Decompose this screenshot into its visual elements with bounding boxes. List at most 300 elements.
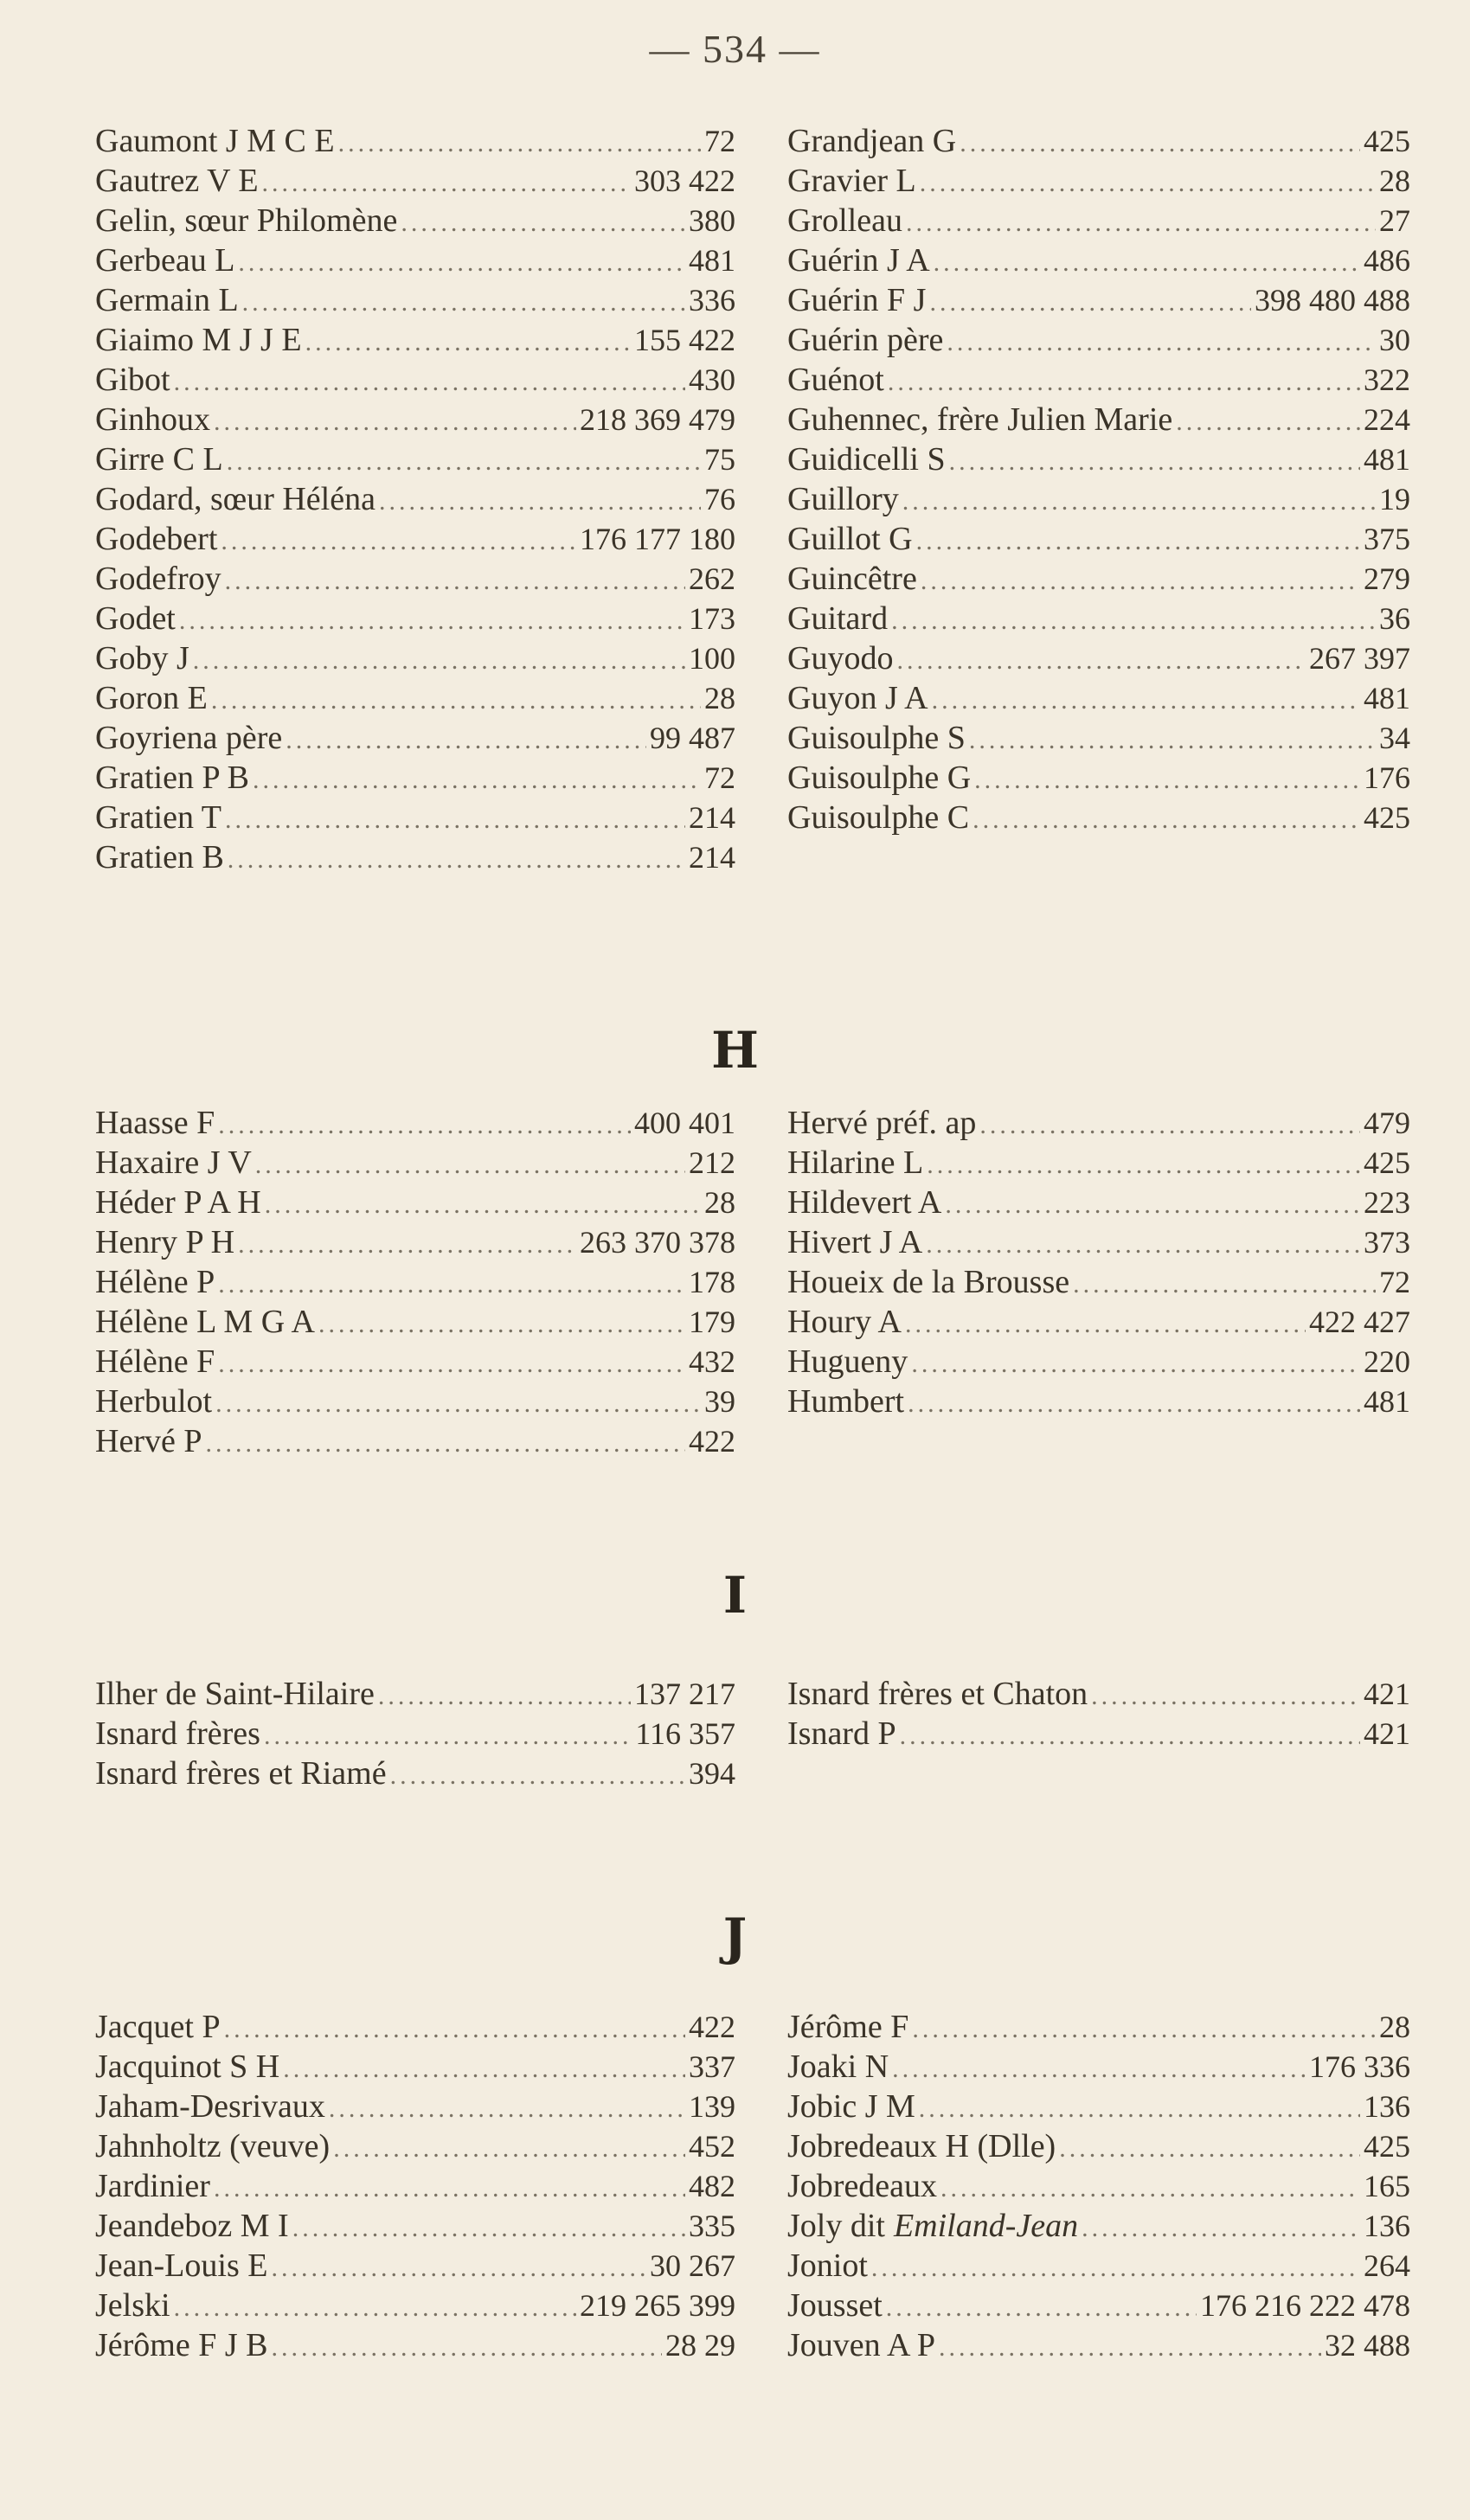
entry-name: Guisoulphe G bbox=[787, 760, 972, 796]
entry-name: Jahnholtz (veuve) bbox=[95, 2128, 331, 2164]
index-entry bbox=[787, 2206, 1410, 2246]
index-entry bbox=[95, 121, 735, 161]
entry-pages: 212 bbox=[689, 1145, 735, 1180]
index-entry bbox=[787, 161, 1410, 201]
index-entry bbox=[787, 360, 1410, 400]
dot-leader bbox=[238, 1225, 576, 1262]
dot-leader bbox=[379, 482, 701, 519]
index-entry bbox=[787, 2166, 1410, 2206]
dot-leader bbox=[224, 2010, 685, 2047]
entry-name: Guisoulphe S bbox=[787, 720, 966, 756]
entry-name: Godard, sœur Héléna bbox=[95, 481, 376, 517]
dot-leader bbox=[912, 2010, 1376, 2047]
index-entry bbox=[787, 479, 1410, 519]
dot-leader bbox=[871, 2248, 1360, 2286]
entry-pages: 72 bbox=[704, 760, 735, 795]
index-entry bbox=[95, 2007, 735, 2047]
dot-leader bbox=[218, 1265, 685, 1302]
entry-pages: 30 bbox=[1379, 323, 1410, 357]
index-entry bbox=[95, 1143, 735, 1183]
section-g bbox=[95, 121, 1410, 877]
index-entry bbox=[787, 1382, 1410, 1421]
dot-leader bbox=[888, 362, 1360, 400]
dot-leader bbox=[242, 283, 685, 320]
column-right bbox=[787, 1103, 1410, 1461]
entry-name: Gelin, sœur Philomène bbox=[95, 202, 398, 239]
entry-name: Gravier L bbox=[787, 163, 916, 199]
entry-name: Grandjean G bbox=[787, 123, 957, 159]
entry-pages: 322 bbox=[1364, 362, 1410, 397]
entry-name: Jousset bbox=[787, 2287, 883, 2324]
dot-leader bbox=[283, 2049, 685, 2087]
entry-pages: 39 bbox=[704, 1384, 735, 1419]
index-entry bbox=[787, 798, 1410, 837]
entry-pages: 32 488 bbox=[1325, 2328, 1410, 2363]
entry-name: Jouven A P bbox=[787, 2327, 936, 2363]
entry-pages: 19 bbox=[1379, 482, 1410, 516]
entry-name: Guénot bbox=[787, 362, 884, 398]
entry-pages: 165 bbox=[1364, 2169, 1410, 2203]
entry-name: Isnard P bbox=[787, 1715, 896, 1752]
dot-leader bbox=[218, 1344, 685, 1382]
dot-leader bbox=[891, 601, 1376, 638]
index-entry bbox=[787, 718, 1410, 758]
dot-leader bbox=[1091, 1677, 1360, 1714]
dot-leader bbox=[255, 1145, 685, 1183]
entry-pages: 178 bbox=[689, 1265, 735, 1299]
dot-leader bbox=[262, 164, 631, 201]
entry-name: Humbert bbox=[787, 1383, 905, 1420]
entry-pages: 335 bbox=[689, 2209, 735, 2243]
index-entry bbox=[787, 599, 1410, 638]
dot-leader bbox=[926, 1225, 1360, 1262]
entry-pages: 425 bbox=[1364, 1145, 1410, 1180]
entry-name: Haxaire J V bbox=[95, 1145, 252, 1181]
entry-name: Guhennec, frère Julien Marie bbox=[787, 401, 1173, 438]
dot-leader bbox=[947, 323, 1376, 360]
entry-pages: 394 bbox=[689, 1756, 735, 1791]
index-entry bbox=[787, 1143, 1410, 1183]
entry-pages: 176 216 222 478 bbox=[1200, 2288, 1410, 2323]
entry-pages: 425 bbox=[1364, 800, 1410, 835]
index-entry bbox=[95, 161, 735, 201]
index-entry bbox=[95, 2286, 735, 2325]
entry-pages: 136 bbox=[1364, 2089, 1410, 2124]
dot-leader bbox=[215, 1384, 701, 1421]
dot-leader bbox=[227, 442, 701, 479]
dot-leader bbox=[902, 482, 1376, 519]
dot-leader bbox=[1176, 402, 1360, 439]
entry-pages: 263 370 378 bbox=[580, 1225, 735, 1260]
entry-pages: 398 480 488 bbox=[1255, 283, 1410, 317]
index-entry bbox=[787, 1183, 1410, 1222]
dot-leader bbox=[264, 1716, 632, 1754]
entry-name: Godefroy bbox=[95, 561, 221, 597]
entry-name: Hélène L M G A bbox=[95, 1304, 315, 1340]
index-entry bbox=[95, 360, 735, 400]
dot-leader bbox=[271, 2248, 646, 2286]
index-entry bbox=[95, 519, 735, 559]
dot-leader bbox=[1059, 2129, 1360, 2166]
index-entry bbox=[787, 2286, 1410, 2325]
entry-name: Isnard frères et Chaton bbox=[787, 1676, 1088, 1712]
entry-pages: 481 bbox=[689, 243, 735, 278]
entry-name: Guidicelli S bbox=[787, 441, 946, 478]
index-entry bbox=[95, 1382, 735, 1421]
entry-name: Guyon J A bbox=[787, 680, 928, 716]
entry-pages: 28 bbox=[704, 1185, 735, 1220]
entry-name: Guérin père bbox=[787, 322, 944, 358]
dot-leader bbox=[211, 681, 701, 718]
dot-leader bbox=[969, 721, 1376, 758]
entry-name: Hilarine L bbox=[787, 1145, 924, 1181]
entry-name: Goyriena père bbox=[95, 720, 283, 756]
index-entry bbox=[787, 1222, 1410, 1262]
dot-leader bbox=[906, 203, 1376, 240]
entry-name: Girre C L bbox=[95, 441, 223, 478]
entry-pages: 72 bbox=[1379, 1265, 1410, 1299]
index-entry bbox=[787, 678, 1410, 718]
index-entry bbox=[787, 1262, 1410, 1302]
entry-pages: 173 bbox=[689, 601, 735, 636]
entry-pages: 267 397 bbox=[1309, 641, 1410, 676]
index-entry bbox=[95, 1262, 735, 1302]
entry-name: Herbulot bbox=[95, 1383, 213, 1420]
index-entry bbox=[95, 2325, 735, 2365]
entry-pages: 432 bbox=[689, 1344, 735, 1379]
section-h bbox=[95, 1103, 1410, 1461]
dot-leader bbox=[916, 522, 1360, 559]
dot-leader bbox=[272, 2328, 663, 2365]
index-entry bbox=[787, 1714, 1410, 1754]
index-entry bbox=[95, 599, 735, 638]
entry-pages: 482 bbox=[689, 2169, 735, 2203]
dot-leader bbox=[892, 2049, 1306, 2087]
index-entry bbox=[95, 798, 735, 837]
index-entry bbox=[95, 1714, 735, 1754]
entry-pages: 30 267 bbox=[650, 2248, 735, 2283]
entry-pages: 179 bbox=[689, 1305, 735, 1339]
index-entry bbox=[95, 638, 735, 678]
entry-pages: 375 bbox=[1364, 522, 1410, 556]
entry-name: Jeandeboz M I bbox=[95, 2208, 289, 2244]
entry-pages: 76 bbox=[704, 482, 735, 516]
dot-leader bbox=[979, 1106, 1360, 1143]
index-entry bbox=[95, 678, 735, 718]
entry-name: Gaumont J M C E bbox=[95, 123, 335, 159]
dot-leader bbox=[1073, 1265, 1376, 1302]
entry-pages: 36 bbox=[1379, 601, 1410, 636]
index-entry bbox=[787, 1302, 1410, 1342]
column-left bbox=[95, 1674, 735, 1793]
dot-leader bbox=[305, 323, 631, 360]
entry-name: Goron E bbox=[95, 680, 208, 716]
entry-pages: 28 bbox=[1379, 164, 1410, 198]
dot-leader bbox=[318, 1305, 685, 1342]
index-entry bbox=[787, 2126, 1410, 2166]
dot-leader bbox=[253, 760, 701, 798]
dot-leader bbox=[1082, 2209, 1360, 2246]
dot-leader bbox=[333, 2129, 685, 2166]
entry-pages: 100 bbox=[689, 641, 735, 676]
entry-pages: 422 bbox=[689, 2010, 735, 2044]
index-entry bbox=[95, 2246, 735, 2286]
entry-pages: 139 bbox=[689, 2089, 735, 2124]
index-entry bbox=[95, 400, 735, 439]
entry-name: Haasse F bbox=[95, 1105, 215, 1141]
entry-pages: 220 bbox=[1364, 1344, 1410, 1379]
dot-leader bbox=[265, 1185, 701, 1222]
dot-leader bbox=[329, 2089, 685, 2126]
entry-name: Godet bbox=[95, 600, 176, 637]
entry-name: Gratien B bbox=[95, 839, 224, 875]
dot-leader bbox=[886, 2288, 1197, 2325]
index-entry bbox=[787, 280, 1410, 320]
dot-leader bbox=[221, 522, 576, 559]
dot-leader bbox=[225, 561, 685, 599]
index-entry bbox=[787, 320, 1410, 360]
index-entry bbox=[95, 320, 735, 360]
entry-pages: 479 bbox=[1364, 1106, 1410, 1140]
entry-name: Guincêtre bbox=[787, 561, 917, 597]
index-entry bbox=[95, 837, 735, 877]
dot-leader bbox=[218, 1106, 631, 1143]
entry-name: Guillot G bbox=[787, 521, 913, 557]
entry-name: Isnard frères bbox=[95, 1715, 260, 1752]
entry-name: Grolleau bbox=[787, 202, 902, 239]
index-entry bbox=[95, 1183, 735, 1222]
index-entry bbox=[95, 718, 735, 758]
entry-name: Hélène P bbox=[95, 1264, 215, 1300]
index-entry bbox=[787, 439, 1410, 479]
index-entry bbox=[95, 1103, 735, 1143]
dot-leader bbox=[949, 442, 1360, 479]
entry-pages: 155 422 bbox=[634, 323, 735, 357]
entry-pages: 373 bbox=[1364, 1225, 1410, 1260]
index-entry bbox=[787, 758, 1410, 798]
entry-name: Ginhoux bbox=[95, 401, 210, 438]
column-left bbox=[95, 2007, 735, 2365]
dot-leader bbox=[378, 1677, 631, 1714]
entry-name: Jérôme F bbox=[787, 2009, 909, 2045]
index-entry bbox=[95, 240, 735, 280]
entry-pages: 99 487 bbox=[650, 721, 735, 755]
entry-pages: 421 bbox=[1364, 1677, 1410, 1711]
section-j bbox=[95, 2007, 1410, 2365]
dot-leader bbox=[896, 641, 1306, 678]
dot-leader bbox=[174, 362, 685, 400]
dot-leader bbox=[179, 601, 685, 638]
entry-name: Ilher de Saint-Hilaire bbox=[95, 1676, 375, 1712]
entry-pages: 75 bbox=[704, 442, 735, 477]
dot-leader bbox=[401, 203, 685, 240]
dot-leader bbox=[974, 760, 1360, 798]
entry-name: Joly dit bbox=[787, 2208, 885, 2244]
entry-name: Hervé P bbox=[95, 1423, 202, 1459]
index-entry bbox=[95, 1222, 735, 1262]
entry-name: Hervé préf. ap bbox=[787, 1105, 977, 1141]
dot-leader bbox=[921, 561, 1360, 599]
index-entry bbox=[787, 2246, 1410, 2286]
entry-pages: 422 427 bbox=[1309, 1305, 1410, 1339]
column-right bbox=[787, 121, 1410, 877]
entry-pages: 481 bbox=[1364, 1384, 1410, 1419]
index-entry bbox=[95, 479, 735, 519]
entry-pages: 430 bbox=[689, 362, 735, 397]
entry-pages: 137 217 bbox=[634, 1677, 735, 1711]
dot-leader bbox=[911, 1344, 1360, 1382]
dot-leader bbox=[228, 840, 685, 877]
index-entry bbox=[787, 2047, 1410, 2087]
entry-pages: 400 401 bbox=[634, 1106, 735, 1140]
column-right bbox=[787, 1674, 1410, 1793]
dot-leader bbox=[939, 2328, 1321, 2365]
entry-name: Jelski bbox=[95, 2287, 170, 2324]
entry-name: Gratien T bbox=[95, 799, 221, 836]
dot-leader bbox=[908, 1384, 1360, 1421]
entry-name: Guillory bbox=[787, 481, 899, 517]
entry-name: Guitard bbox=[787, 600, 889, 637]
dot-leader bbox=[945, 1185, 1360, 1222]
index-entry bbox=[95, 1342, 735, 1382]
index-entry bbox=[95, 2126, 735, 2166]
dot-leader bbox=[214, 2169, 685, 2206]
entry-pages: 176 bbox=[1364, 760, 1410, 795]
entry-name: Germain L bbox=[95, 282, 239, 318]
entry-pages: 176 177 180 bbox=[580, 522, 735, 556]
entry-pages: 219 265 399 bbox=[580, 2288, 735, 2323]
column-left bbox=[95, 121, 735, 877]
index-entry bbox=[787, 519, 1410, 559]
entry-pages: 336 bbox=[689, 283, 735, 317]
entry-pages: 279 bbox=[1364, 561, 1410, 596]
entry-name: Hélène F bbox=[95, 1343, 215, 1380]
entry-name: Gautrez V E bbox=[95, 163, 259, 199]
entry-pages: 486 bbox=[1364, 243, 1410, 278]
entry-name: Jobredeaux bbox=[787, 2168, 938, 2204]
entry-name: Joaki N bbox=[787, 2049, 889, 2085]
index-entry bbox=[787, 2007, 1410, 2047]
dot-leader bbox=[905, 1305, 1306, 1342]
entry-pages: 452 bbox=[689, 2129, 735, 2164]
section-letter-j: J bbox=[722, 1908, 748, 1966]
entry-name: Giaimo M J J E bbox=[95, 322, 302, 358]
entry-pages: 262 bbox=[689, 561, 735, 596]
entry-pages: 380 bbox=[689, 203, 735, 238]
index-entry bbox=[787, 400, 1410, 439]
index-entry bbox=[787, 2325, 1410, 2365]
dot-leader bbox=[225, 800, 685, 837]
entry-name: Jardinier bbox=[95, 2168, 210, 2204]
index-entry bbox=[787, 559, 1410, 599]
index-entry bbox=[95, 2206, 735, 2246]
index-entry bbox=[95, 559, 735, 599]
entry-pages: 224 bbox=[1364, 402, 1410, 437]
dot-leader bbox=[960, 124, 1360, 161]
index-entry bbox=[787, 2087, 1410, 2126]
entry-name: Jérôme F J B bbox=[95, 2327, 268, 2363]
entry-pages: 337 bbox=[689, 2049, 735, 2084]
entry-pages: 421 bbox=[1364, 1716, 1410, 1751]
section-i bbox=[95, 1674, 1410, 1793]
entry-name: Gerbeau L bbox=[95, 242, 235, 279]
dot-leader bbox=[927, 1145, 1360, 1183]
column-left bbox=[95, 1103, 735, 1461]
index-entry bbox=[787, 1103, 1410, 1143]
dot-leader bbox=[205, 1424, 685, 1461]
entry-pages: 136 bbox=[1364, 2209, 1410, 2243]
dot-leader bbox=[934, 243, 1360, 280]
entry-name: Jaham-Desrivaux bbox=[95, 2088, 325, 2125]
entry-name: Jobic J M bbox=[787, 2088, 915, 2125]
entry-name: Jobredeaux H (Dlle) bbox=[787, 2128, 1056, 2164]
index-entry bbox=[95, 280, 735, 320]
index-entry bbox=[787, 201, 1410, 240]
entry-pages: 425 bbox=[1364, 2129, 1410, 2164]
page-number: — 534 — bbox=[649, 27, 821, 71]
entry-name: Gratien P B bbox=[95, 760, 250, 796]
index-entry bbox=[787, 1674, 1410, 1714]
entry-name: Hildevert A bbox=[787, 1184, 942, 1221]
entry-name: Houry A bbox=[787, 1304, 902, 1340]
entry-pages: 27 bbox=[1379, 203, 1410, 238]
entry-name: Godebert bbox=[95, 521, 218, 557]
entry-name: Henry P H bbox=[95, 1224, 235, 1260]
entry-pages: 481 bbox=[1364, 681, 1410, 715]
index-entry bbox=[95, 201, 735, 240]
dot-leader bbox=[929, 283, 1251, 320]
entry-pages: 223 bbox=[1364, 1185, 1410, 1220]
entry-pages: 34 bbox=[1379, 721, 1410, 755]
index-entry bbox=[95, 2166, 735, 2206]
entry-name: Guyodo bbox=[787, 640, 894, 676]
entry-name: Jean-Louis E bbox=[95, 2247, 268, 2284]
dot-leader bbox=[390, 1756, 685, 1793]
entry-pages: 425 bbox=[1364, 124, 1410, 158]
entry-name-italic: Emiland-Jean bbox=[893, 2208, 1079, 2244]
entry-pages: 422 bbox=[689, 1424, 735, 1459]
index-entry bbox=[95, 439, 735, 479]
entry-pages: 214 bbox=[689, 800, 735, 835]
entry-name: Houeix de la Brousse bbox=[787, 1264, 1070, 1300]
dot-leader bbox=[292, 2209, 685, 2246]
index-entry bbox=[787, 121, 1410, 161]
dot-leader bbox=[286, 721, 646, 758]
index-entry bbox=[95, 758, 735, 798]
dot-leader bbox=[238, 243, 685, 280]
index-entry bbox=[787, 638, 1410, 678]
entry-name: Joniot bbox=[787, 2247, 868, 2284]
index-entry bbox=[787, 240, 1410, 280]
index-entry bbox=[95, 1421, 735, 1461]
entry-pages: 214 bbox=[689, 840, 735, 875]
section-letter-h: H bbox=[711, 1021, 759, 1080]
column-right bbox=[787, 2007, 1410, 2365]
entry-name: Héder P A H bbox=[95, 1184, 261, 1221]
entry-name: Isnard frères et Riamé bbox=[95, 1755, 387, 1792]
entry-name: Jacquinot S H bbox=[95, 2049, 280, 2085]
entry-name: Guérin J A bbox=[787, 242, 930, 279]
dot-leader bbox=[973, 800, 1360, 837]
dot-leader bbox=[919, 2089, 1360, 2126]
entry-pages: 28 bbox=[1379, 2010, 1410, 2044]
entry-name: Goby J bbox=[95, 640, 189, 676]
dot-leader bbox=[338, 124, 701, 161]
dot-leader bbox=[932, 681, 1360, 718]
dot-leader bbox=[214, 402, 576, 439]
entry-pages: 28 bbox=[704, 681, 735, 715]
dot-leader bbox=[193, 641, 685, 678]
